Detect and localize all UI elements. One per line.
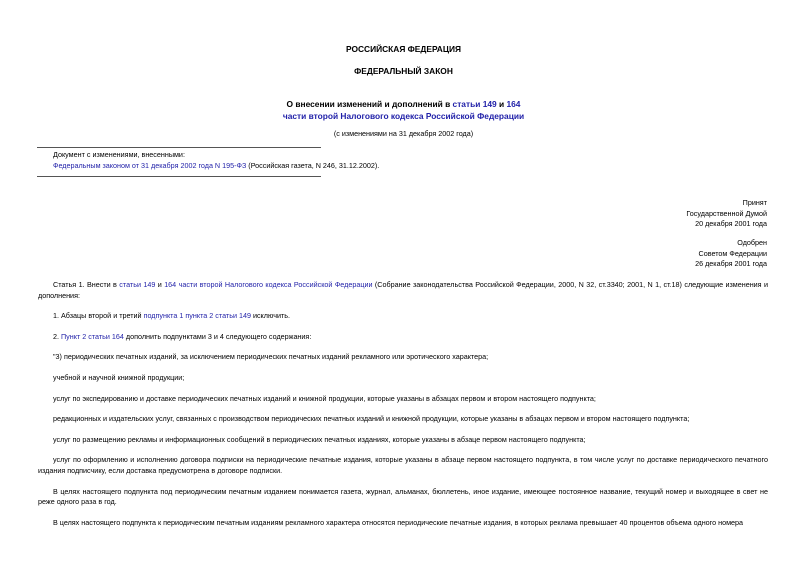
link-federal-law-195[interactable]: Федеральным законом от 31 декабря 2002 года N 195-ФЗ (53, 160, 247, 170)
paragraph-10: В целях настоящего подпункта к периодическим печатным изданиям рекламного характера относятся периодические печатные издания, в которых реклама превышает 40 процентов объема одного номера (53, 517, 744, 527)
paragraph-9: В целях настоящего подпункта под периодическим печатным изданием понимается газета, журнал, альманах, бюллетень, иное издание, имеющее постоянное название, текущий номер и выходящее в свет не реже одного раза в год. (38, 486, 768, 507)
paragraph-8: услуг по оформлению и исполнению договора подписки на периодические печатные издания, которые указаны в абзаце первом настоящего подпункта, в том числе услуг по доставке периодического печатного издания подписчику, если доставка предусмотрена в договоре подписки. (38, 455, 768, 475)
paragraph-2-num: 2. (53, 331, 61, 341)
link-tax-code-part2[interactable]: части второй Налогового кодекса Российской Федерации (282, 111, 525, 121)
paragraph-7: услуг по размещению рекламы и информационных сообщений в периодических печатных изданиях, которые указаны в абзаце первом настоящего подпункта; (53, 434, 586, 444)
article-1-and: и (155, 280, 165, 289)
country-heading: РОССИЙСКАЯ ФЕДЕРАЦИЯ (345, 44, 462, 54)
paragraph-5: услуг по экспедированию и доставке периодических печатных изданий и книжной продукции, которые указаны в абзацах первом и втором настоящего подпункта; (53, 393, 596, 403)
amendment-date: (с изменениями на 31 декабря 2002 года) (333, 129, 474, 138)
paragraph-1 (38, 311, 768, 322)
adopted-by: Государственной Думой (686, 208, 767, 218)
paragraph-1-rest: исключить. (250, 311, 291, 321)
link-article-149[interactable]: статьи 149 (452, 99, 497, 109)
adopted-date: 20 декабря 2001 года (695, 219, 767, 229)
approved-by: Советом Федерации (698, 248, 767, 258)
paragraph-2 (38, 332, 768, 343)
approved-date: 26 декабря 2001 года (695, 259, 767, 269)
article-1-rest: (Собрание законодательства Российской Федерации, 2000, N 32, ст.3340; 2001, N 1, ст.18) следующие изменения и дополнения: (38, 280, 768, 300)
adopted-block (686, 198, 767, 230)
law-title-and: и (496, 99, 507, 109)
law-title-text: О внесении изменений и дополнений в (286, 99, 453, 109)
law-type-heading: ФЕДЕРАЛЬНЫЙ ЗАКОН (354, 66, 453, 76)
note-source-rest: (Российская газета, N 246, 31.12.2002). (246, 160, 380, 170)
link-article-164[interactable]: 164 (506, 99, 521, 109)
paragraph-6: редакционных и издательских услуг, связанных с производством периодических печатных изданий и книжной продукции, которые указаны в абзацах первом и втором настоящего подпункта; (53, 414, 690, 424)
link-article-149-body[interactable]: статьи 149 (119, 280, 156, 289)
link-item-2-article-164[interactable]: Пункт 2 статьи 164 (61, 331, 124, 341)
paragraph-2-rest: дополнить подпунктами 3 и 4 следующего содержания: (123, 331, 312, 341)
adopted-label: Принят (742, 198, 767, 207)
link-subparagraph-1[interactable]: подпункта 1 пункта 2 статьи 149 (143, 311, 251, 321)
approved-label: Одобрен (737, 238, 767, 247)
article-1 (38, 280, 768, 301)
link-article-164-body[interactable]: 164 части второй Налогового кодекса Российской Федерации (164, 280, 373, 289)
amendment-note (53, 150, 413, 171)
paragraph-1-text: 1. Абзацы второй и третий (53, 311, 144, 321)
paragraph-3: "3) периодических печатных изданий, за исключением периодических печатных изданий рекламного или эротического характера; (53, 352, 489, 362)
law-title (0, 98, 807, 122)
note-heading: Документ с изменениями, внесенными: (53, 150, 185, 159)
law-body (38, 280, 768, 528)
note-bottom-divider (37, 176, 321, 177)
approved-block (695, 238, 767, 270)
note-source (53, 161, 413, 172)
paragraph-4: учебной и научной книжной продукции; (53, 372, 185, 382)
article-1-text: Статья 1. Внести в (53, 280, 120, 289)
note-top-divider (37, 147, 321, 148)
